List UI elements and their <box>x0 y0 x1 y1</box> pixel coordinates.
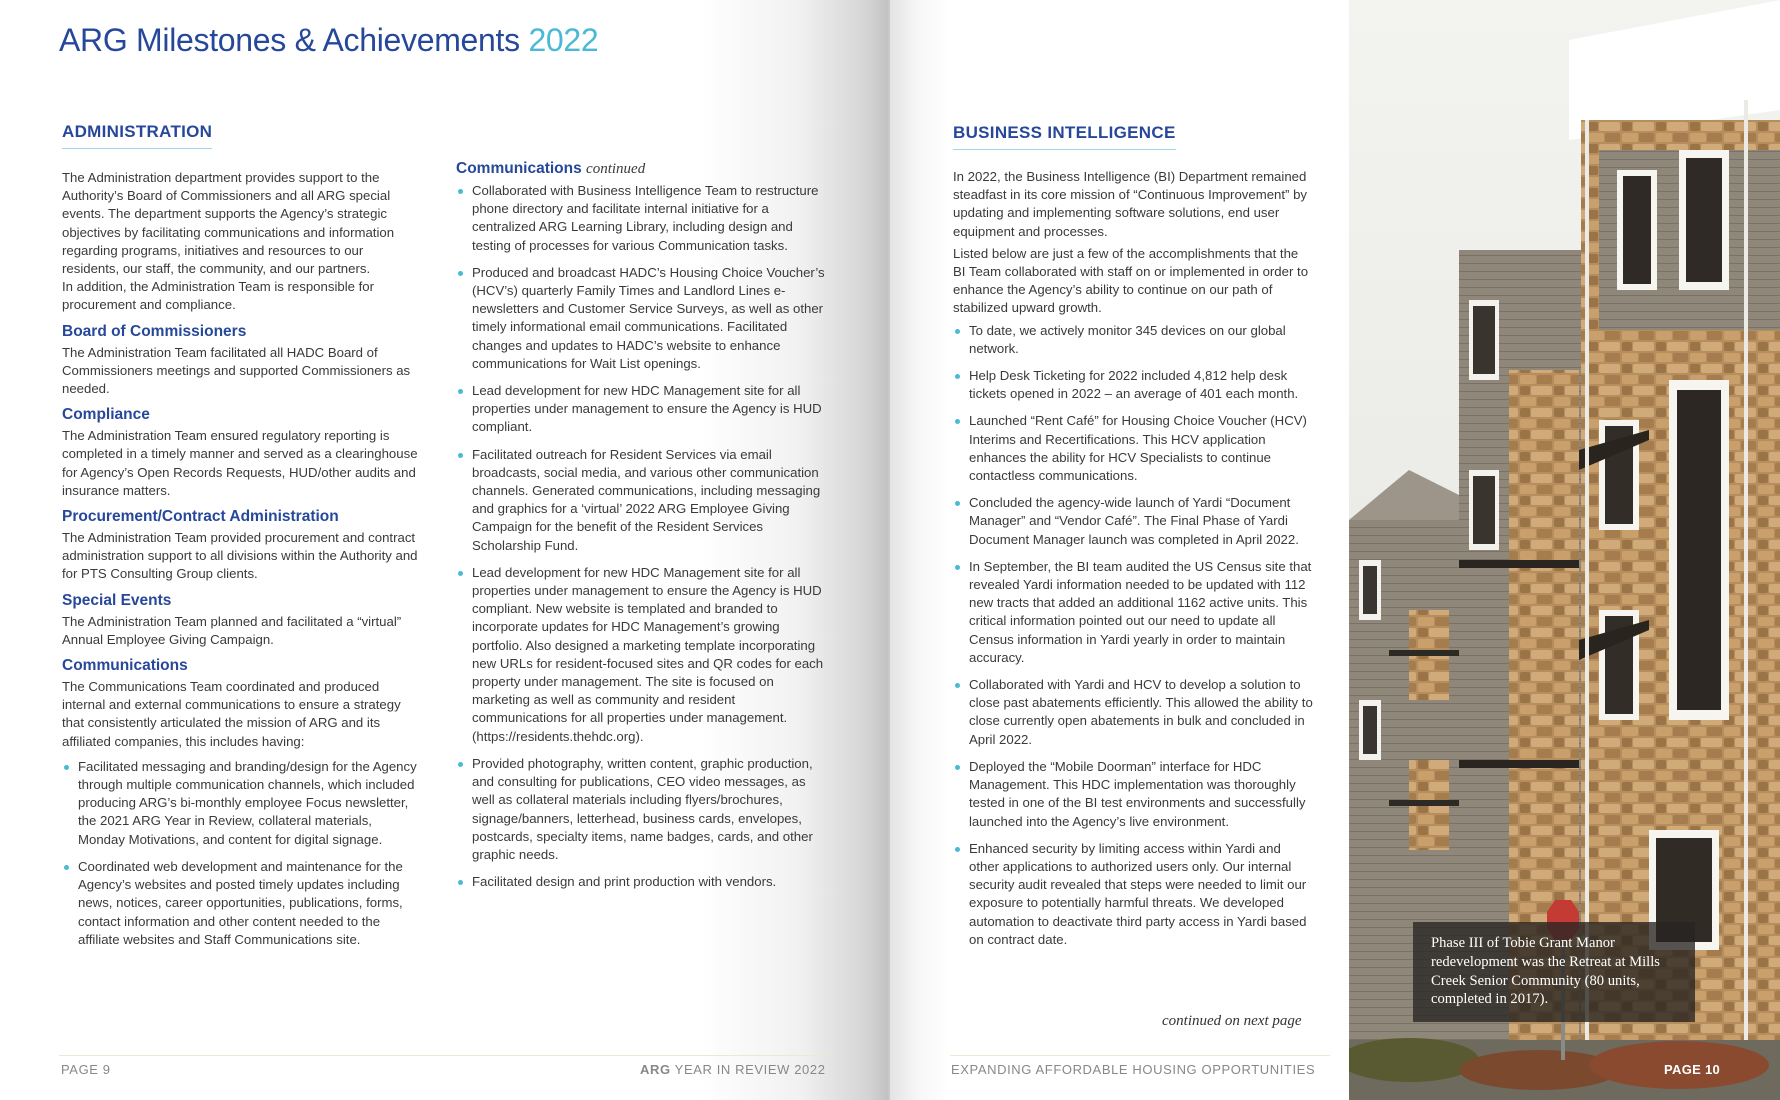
list-item: In September, the BI team audited the US Census site that revealed Yardi information needed to be updated with 112 new tracts that added an additional 1162 active units. This critical information pointed out our need to update all Census information in Yardi yearly in order to maintain accuracy. <box>953 558 1313 667</box>
list-item: Concluded the agency-wide launch of Yardi “Document Manager” and “Vendor Café”. The Final Phase of Yardi Document Manager launch was completed in April 2022. <box>953 494 1313 549</box>
list-item: Coordinated web development and maintenance for the Agency’s websites and posted timely updates including news, notices, career opportunities, publications, forms, contact information and other content needed to the affiliate websites and Staff Communications site. <box>62 858 422 949</box>
bi-intro-p2: Listed below are just a few of the accomplishments that the BI Team collaborated with staff on or implemented in order to enhance the Agency’s ability to continue on our path of stabilized upward growth. <box>953 245 1309 316</box>
administration-column <box>62 169 422 958</box>
continued-label: continued <box>586 161 646 177</box>
special-events-text: The Administration Team planned and facilitated a “virtual” Annual Employee Giving Campaign. <box>62 613 402 647</box>
list-item: Facilitated outreach for Resident Services via email broadcasts, social media, and various other communication channels. Generated communications, including messaging and graphics for a ‘virtual’ 2022 ARG Employee Giving Campaign for the benefit of the Resident Services Scholarship Fund. <box>456 446 828 555</box>
publication-name <box>640 1062 826 1077</box>
publication-title: YEAR IN REVIEW 2022 <box>670 1062 826 1077</box>
list-item: To date, we actively monitor 345 devices on our global network. <box>953 322 1313 358</box>
bi-list <box>953 322 1313 949</box>
administration-heading: ADMINISTRATION <box>62 122 212 149</box>
list-item: Lead development for new HDC Management site for all properties under management to ensure the Agency is HUD compliant. <box>456 382 828 437</box>
communications-text: The Communications Team coordinated and produced internal and external communications to ensure a strategy that consistently articulated the mission of ARG and its affiliated companies, this includes having: <box>62 679 401 749</box>
footer-rule-right <box>950 1055 1330 1056</box>
communications-heading: Communications <box>62 657 188 675</box>
communications-continued-list <box>456 182 828 891</box>
list-item: Produced and broadcast HADC’s Housing Choice Voucher’s (HCV’s) quarterly Family Times and Landlord Lines e-newsletters and Customer Service Surveys, as well as other timely informational email communications. Facilitated changes and updates to HADC’s website to enhance communications for Wait List openings. <box>456 264 828 373</box>
photo-caption: Phase III of Tobie Grant Manor redevelopment was the Retreat at Mills Creek Senior Community (80 units, completed in 2017). <box>1431 935 1660 1008</box>
procurement-text: The Administration Team provided procurement and contract administration support to all divisions within the Authority and for PTS Consulting Group clients. <box>62 530 418 582</box>
footer-rule-left <box>59 1055 829 1056</box>
communications-continued-heading <box>456 159 828 179</box>
list-item: Facilitated design and print production with vendors. <box>456 873 828 891</box>
title-text: ARG Milestones & Achievements <box>59 22 520 58</box>
compliance-heading: Compliance <box>62 406 150 424</box>
list-item: Deployed the “Mobile Doorman” interface for HDC Management. This HDC implementation was thoroughly tested in one of the BI test environments and successfully launched into the Agency’s live environment. <box>953 758 1313 831</box>
continued-note: continued on next page <box>1162 1013 1302 1029</box>
administration-intro <box>62 169 422 315</box>
page-number-left: PAGE 9 <box>61 1062 111 1077</box>
list-item: Enhanced security by limiting access within Yardi and other applications to authorized users only. Our internal security audit revealed that steps were needed to limit our exposure to potentially harmful threats. We developed automation to deactivate third party access in Yardi based on contract date. <box>953 840 1313 949</box>
communications-continued-column <box>456 159 828 900</box>
special-events-heading: Special Events <box>62 591 172 609</box>
bi-intro-p1: In 2022, the Business Intelligence (BI) Department remained steadfast in its core mission of “Continuous Improvement” by updating and implementing software solutions, end user equipment and processes. <box>953 169 1308 239</box>
compliance-text: The Administration Team ensured regulatory reporting is completed in a timely manner and served as a clearinghouse for Agency’s Open Records Requests, HUD/other audits and insurance matters. <box>62 428 418 498</box>
administration-intro-p1: The Administration department provides support to the Authority’s Board of Commissioners and all ARG special events. The department supports the Agency’s strategic objectives by facilitating communications and information regarding programs, initiatives and resources to our residents, our staff, the community, and our partners. <box>62 170 395 277</box>
business-intelligence-column <box>953 168 1313 958</box>
board-heading: Board of Commissioners <box>62 322 247 340</box>
list-item: Facilitated messaging and branding/design for the Agency through multiple communication channels, which included producing ARG’s bi-monthly employee Focus newsletter, the 2021 ARG Year in Review, collateral materials, Monday Motivations, and content for digital signage. <box>62 758 422 849</box>
communications-list <box>62 758 422 949</box>
list-item: Collaborated with Yardi and HCV to develop a solution to close past abatements efficiently. This allowed the ability to close currently open abatements in bulk and concluded in April 2022. <box>953 676 1313 749</box>
list-item: Lead development for new HDC Management site for all properties under management to ensure the Agency is HUD compliant. New website is templated and branded to incorporate updates for HDC Management’s growing portfolio. Also designed a marketing template incorporating new URLs for resident-focused sites and QR codes for each property under management. The site is focused on marketing as well as community and resident communications for all properties under management. (https://residents.thehdc.org). <box>456 564 828 746</box>
administration-intro-p2: In addition, the Administration Team is responsible for procurement and compliance. <box>62 279 375 313</box>
footer-tagline: EXPANDING AFFORDABLE HOUSING OPPORTUNITIES <box>951 1062 1316 1077</box>
business-intelligence-heading: BUSINESS INTELLIGENCE <box>953 123 1176 150</box>
list-item: Collaborated with Business Intelligence Team to restructure phone directory and facilitate internal initiative for a centralized ARG Learning Library, including design and testing of processes for various Communication tasks. <box>456 182 828 255</box>
board-text: The Administration Team facilitated all HADC Board of Commissioners meetings and supported Commissioners as needed. <box>62 344 411 397</box>
page-number-right: PAGE 10 <box>1664 1062 1721 1077</box>
procurement-heading: Procurement/Contract Administration <box>62 508 339 526</box>
title-year: 2022 <box>528 22 599 58</box>
list-item: Provided photography, written content, graphic production, and consulting for publications, CEO video messages, as well as collateral materials including flyers/brochures, signage/banners, letterhead, business cards, envelopes, postcards, specialty items, name badges, cards, and other graphic needs. <box>456 755 828 864</box>
communications-continued-title: Communications <box>456 160 582 177</box>
publication-brand: ARG <box>640 1062 671 1077</box>
list-item: Help Desk Ticketing for 2022 included 4,812 help desk tickets opened in 2022 – an average of 401 each month. <box>953 367 1313 403</box>
page-title <box>59 22 598 59</box>
list-item: Launched “Rent Café” for Housing Choice Voucher (HCV) Interims and Recertifications. This HCV application enhances the ability for HCV Specialists to continue contactless communications. <box>953 412 1313 485</box>
